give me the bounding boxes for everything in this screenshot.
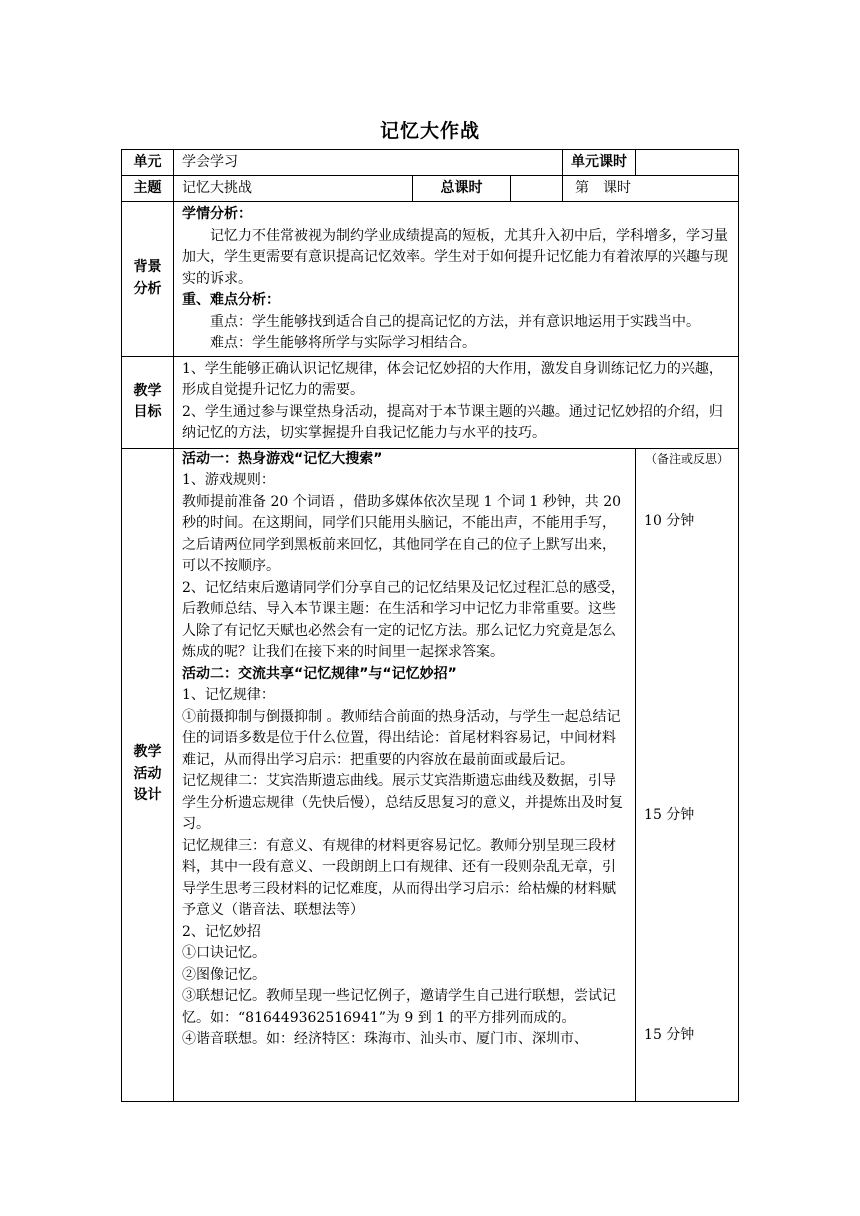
activity2-rules-title: 1、记忆规律： xyxy=(182,687,275,703)
goal-item: 2、学生通过参与课堂热身活动，提高对于本节课主题的兴趣。通过记忆妙招的介绍，归纳记忆的方法，切实掌握提升自我记忆能力与水平的技巧。 xyxy=(182,403,723,441)
key-point: 重点：学生能够找到适合自己的提高记忆的方法，并有意识地运用于实践当中。 xyxy=(210,313,700,330)
tip-item: ③联想记忆。教师呈现一些记忆例子，邀请学生自己进行联想，尝试记忆。如：“816449362516941”为 9 到 1 的平方排列而成的。 xyxy=(182,988,616,1026)
activity2-rule3: 记忆规律三：有意义、有规律的材料更容易记忆。教师分别呈现三段材料，其中一段有意义、一段朗朗上口有规律、还有一段则杂乱无章，引导学生思考三段材料的记忆难度，从而得出学习启示：给枯燥的材料赋予意义（谐音法、联想法等） xyxy=(182,837,616,918)
analysis-text: 记忆力不佳常被视为制约学业成绩提高的短板，尤其升入初中后，学科增多，学习量加大，学生更需要有意识提高记忆效率。学生对于如何提升记忆能力有着浓厚的兴趣与现实的诉求。 xyxy=(182,227,728,287)
activity1-rules-title: 1、游戏规则： xyxy=(182,472,275,488)
goals-row xyxy=(122,356,739,448)
time-tips: 15 分钟 xyxy=(644,1026,695,1043)
activity1-rules-text: 教师提前准备 20 个词语 ，借助多媒体依次呈现 1 个词 1 秒钟，共 20 秒的时间。在这期间，同学们只能用头脑记，不能出声，不能用手写，之后请两位同学到黑板前来回忆，其他同学在自己的位子上默写出来，可以不按顺序。 xyxy=(182,493,622,574)
notes-column xyxy=(636,448,739,1101)
lesson-plan-table xyxy=(121,149,739,1102)
background-label-line1: 背景 xyxy=(133,259,162,276)
difficult-point: 难点：学生能够将所学与实际学习相结合。 xyxy=(210,335,476,351)
tip-item: ②图像记忆。 xyxy=(182,966,266,983)
goals-content xyxy=(174,356,739,448)
topic-row xyxy=(122,176,739,202)
unit-row xyxy=(122,150,739,176)
background-label xyxy=(122,202,174,357)
tip-item: ①口诀记忆。 xyxy=(182,945,266,961)
unit-hours-value xyxy=(636,150,739,176)
tip-item: ④谐音联想。如：经济特区：珠海市、汕头市、厦门市、深圳市、 xyxy=(182,1031,588,1047)
goals-label-line1: 教学 xyxy=(133,382,162,399)
activities-content xyxy=(174,448,636,1101)
background-content xyxy=(174,202,739,357)
topic-label: 主题 xyxy=(122,176,174,202)
goals-label-line2: 目标 xyxy=(133,404,162,420)
topic-value: 记忆大挑战 xyxy=(174,176,413,202)
unit-hours-label: 单元课时 xyxy=(563,150,636,176)
keypoints-title: 重、难点分析： xyxy=(182,292,280,308)
unit-value: 学会学习 xyxy=(174,150,563,176)
background-row xyxy=(122,202,739,357)
notes-header: （备注或反思） xyxy=(645,451,730,466)
document-title: 记忆大作战 xyxy=(379,120,480,142)
time-activity1: 10 分钟 xyxy=(644,512,695,529)
activity2-rule2: 记忆规律二：艾宾浩斯遗忘曲线。展示艾宾浩斯遗忘曲线及数据，引导学生分析遗忘规律（先快后慢），总结反思复习的意义，并提炼出及时复习。 xyxy=(182,773,623,832)
lesson-number: 第 课时 xyxy=(563,176,739,202)
activity1-step2: 2、记忆结束后邀请同学们分享自己的记忆结果及记忆过程汇总的感受，后教师总结、导入本节课主题：在生活和学习中记忆力非常重要。这些人除了有记忆天赋也必然会有一定的记忆方法。那么记忆力究竟是怎么炼成的呢？让我们在接下来的时间里一起探求答案。 xyxy=(182,579,625,660)
background-label-line2: 分析 xyxy=(133,280,162,297)
activities-row xyxy=(122,448,739,1101)
activities-label-line1: 教学 xyxy=(133,744,162,761)
activities-label-line3: 设计 xyxy=(133,787,162,804)
goals-label xyxy=(122,356,174,448)
total-hours-value xyxy=(511,176,563,202)
activity2-tips-title: 2、记忆妙招 xyxy=(182,923,261,940)
goal-item: 1、学生能够正确认识记忆规律，体会记忆妙招的大作用，激发自身训练记忆力的兴趣，形成自觉提升记忆力的需要。 xyxy=(182,360,723,398)
analysis-title: 学情分析： xyxy=(182,206,252,222)
activities-label xyxy=(122,448,174,1101)
activity2-title: 活动二：交流共享“记忆规律”与“记忆妙招” xyxy=(182,665,457,682)
activity1-title: 活动一：热身游戏“记忆大搜索” xyxy=(182,450,383,467)
unit-label: 单元 xyxy=(122,150,174,176)
time-activity2: 15 分钟 xyxy=(644,806,695,823)
activity2-rule1: ①前摄抑制与倒摄抑制 。教师结合前面的热身活动，与学生一起总结记住的词语多数是位于什么位置，得出结论：首尾材料容易记，中间材料难记，从而得出学习启示：把重要的内容放在最前面或最后记。 xyxy=(182,708,621,768)
activities-label-line2: 活动 xyxy=(133,765,162,782)
total-hours-label: 总课时 xyxy=(413,176,511,202)
